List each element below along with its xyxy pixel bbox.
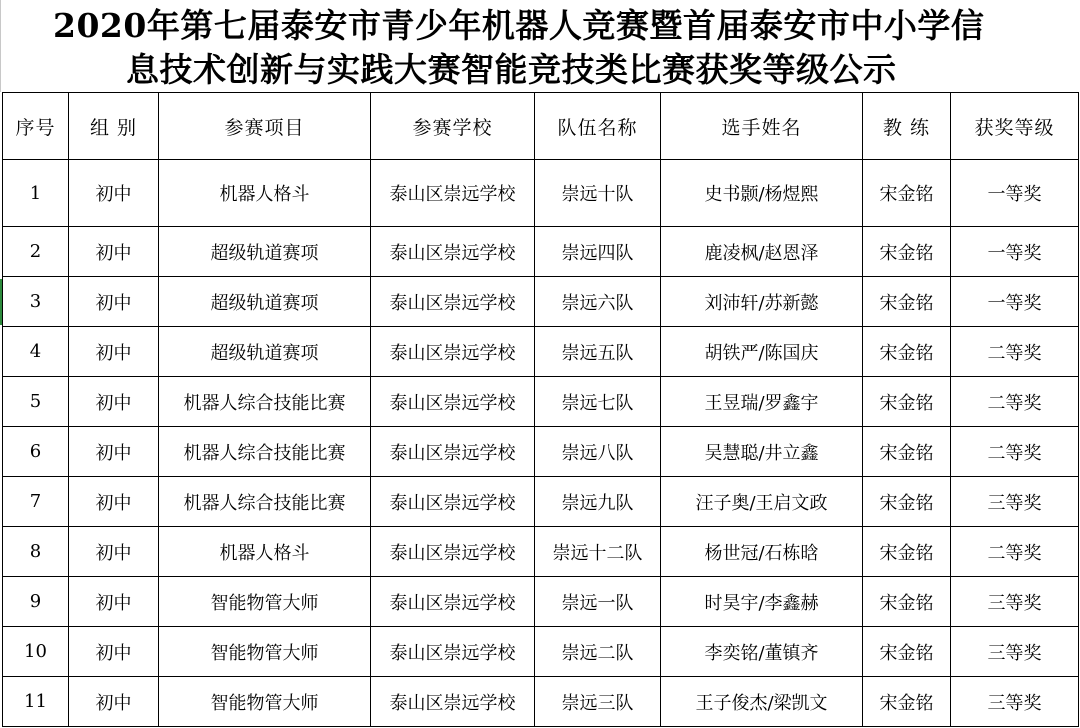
cell-group: 初中 bbox=[69, 627, 159, 677]
cell-players: 刘沛轩/苏新懿 bbox=[661, 277, 863, 327]
cell-team: 崇远九队 bbox=[535, 477, 661, 527]
header-players: 选手姓名 bbox=[661, 93, 863, 160]
cell-event: 智能物管大师 bbox=[159, 627, 371, 677]
cell-players: 汪子奥/王启文政 bbox=[661, 477, 863, 527]
cell-award: 三等奖 bbox=[951, 627, 1079, 677]
cell-event: 超级轨道赛项 bbox=[159, 277, 371, 327]
cell-school: 泰山区崇远学校 bbox=[371, 527, 535, 577]
table-row bbox=[3, 577, 1079, 627]
cell-team: 崇远二队 bbox=[535, 627, 661, 677]
cell-event: 超级轨道赛项 bbox=[159, 327, 371, 377]
cell-award: 一等奖 bbox=[951, 227, 1079, 277]
cell-group: 初中 bbox=[69, 377, 159, 427]
cell-coach: 宋金铭 bbox=[863, 527, 951, 577]
cell-index: 5 bbox=[3, 377, 69, 427]
cell-coach: 宋金铭 bbox=[863, 377, 951, 427]
cell-school: 泰山区崇远学校 bbox=[371, 327, 535, 377]
cell-coach: 宋金铭 bbox=[863, 327, 951, 377]
header-event: 参赛项目 bbox=[159, 93, 371, 160]
cell-players: 鹿凌枫/赵恩泽 bbox=[661, 227, 863, 277]
cell-index: 3 bbox=[3, 277, 69, 327]
title-line-2: 息技术创新与实践大赛智能竞技类比赛获奖等级公示 bbox=[126, 50, 897, 89]
cell-group: 初中 bbox=[69, 327, 159, 377]
cell-award: 三等奖 bbox=[951, 677, 1079, 727]
cell-index: 10 bbox=[3, 627, 69, 677]
header-coach: 教 练 bbox=[863, 93, 951, 160]
cell-coach: 宋金铭 bbox=[863, 427, 951, 477]
cell-school: 泰山区崇远学校 bbox=[371, 477, 535, 527]
cell-group: 初中 bbox=[69, 427, 159, 477]
cell-coach: 宋金铭 bbox=[863, 627, 951, 677]
cell-award: 一等奖 bbox=[951, 160, 1079, 227]
cell-event: 机器人格斗 bbox=[159, 160, 371, 227]
cell-team: 崇远三队 bbox=[535, 677, 661, 727]
awards-table bbox=[2, 92, 1079, 727]
header-row bbox=[3, 93, 1079, 160]
header-award: 获奖等级 bbox=[951, 93, 1079, 160]
cell-event: 超级轨道赛项 bbox=[159, 227, 371, 277]
table-row bbox=[3, 477, 1079, 527]
title-line-1: 2020年第七届泰安市青少年机器人竞赛暨首届泰安市中小学信 bbox=[53, 6, 985, 45]
cell-school: 泰山区崇远学校 bbox=[371, 577, 535, 627]
table-row bbox=[3, 327, 1079, 377]
cell-group: 初中 bbox=[69, 160, 159, 227]
cell-players: 史书颢/杨煜熙 bbox=[661, 160, 863, 227]
cell-team: 崇远十队 bbox=[535, 160, 661, 227]
header-school: 参赛学校 bbox=[371, 93, 535, 160]
cell-players: 杨世冠/石栋晗 bbox=[661, 527, 863, 577]
cell-players: 时昊宇/李鑫赫 bbox=[661, 577, 863, 627]
cell-award: 二等奖 bbox=[951, 427, 1079, 477]
cell-coach: 宋金铭 bbox=[863, 227, 951, 277]
cell-group: 初中 bbox=[69, 527, 159, 577]
cell-school: 泰山区崇远学校 bbox=[371, 427, 535, 477]
table-row bbox=[3, 160, 1079, 227]
cell-players: 李奕铭/董镇齐 bbox=[661, 627, 863, 677]
cell-event: 机器人综合技能比赛 bbox=[159, 477, 371, 527]
cell-group: 初中 bbox=[69, 227, 159, 277]
cell-players: 王昱瑞/罗鑫宇 bbox=[661, 377, 863, 427]
cell-school: 泰山区崇远学校 bbox=[371, 227, 535, 277]
table-row bbox=[3, 527, 1079, 577]
table-row bbox=[3, 427, 1079, 477]
table-row bbox=[3, 377, 1079, 427]
cell-team: 崇远五队 bbox=[535, 327, 661, 377]
table-row bbox=[3, 677, 1079, 727]
cell-award: 三等奖 bbox=[951, 477, 1079, 527]
cell-selection-marker bbox=[0, 279, 2, 325]
cell-team: 崇远一队 bbox=[535, 577, 661, 627]
cell-coach: 宋金铭 bbox=[863, 277, 951, 327]
cell-team: 崇远十二队 bbox=[535, 527, 661, 577]
cell-event: 机器人综合技能比赛 bbox=[159, 377, 371, 427]
cell-players: 王子俊杰/梁凯文 bbox=[661, 677, 863, 727]
cell-index: 6 bbox=[3, 427, 69, 477]
header-team: 队伍名称 bbox=[535, 93, 661, 160]
table-row bbox=[3, 627, 1079, 677]
cell-school: 泰山区崇远学校 bbox=[371, 677, 535, 727]
cell-index: 7 bbox=[3, 477, 69, 527]
cell-award: 一等奖 bbox=[951, 277, 1079, 327]
cell-group: 初中 bbox=[69, 277, 159, 327]
header-group: 组 别 bbox=[69, 93, 159, 160]
cell-index: 8 bbox=[3, 527, 69, 577]
cell-group: 初中 bbox=[69, 677, 159, 727]
cell-school: 泰山区崇远学校 bbox=[371, 277, 535, 327]
cell-coach: 宋金铭 bbox=[863, 577, 951, 627]
cell-team: 崇远七队 bbox=[535, 377, 661, 427]
cell-coach: 宋金铭 bbox=[863, 477, 951, 527]
header-index: 序号 bbox=[3, 93, 69, 160]
cell-event: 机器人综合技能比赛 bbox=[159, 427, 371, 477]
cell-team: 崇远八队 bbox=[535, 427, 661, 477]
cell-event: 智能物管大师 bbox=[159, 577, 371, 627]
cell-index: 1 bbox=[3, 160, 69, 227]
cell-group: 初中 bbox=[69, 577, 159, 627]
cell-coach: 宋金铭 bbox=[863, 677, 951, 727]
cell-players: 吴慧聪/井立鑫 bbox=[661, 427, 863, 477]
cell-index: 11 bbox=[3, 677, 69, 727]
cell-coach: 宋金铭 bbox=[863, 160, 951, 227]
cell-award: 三等奖 bbox=[951, 577, 1079, 627]
cell-school: 泰山区崇远学校 bbox=[371, 627, 535, 677]
cell-award: 二等奖 bbox=[951, 377, 1079, 427]
cell-group: 初中 bbox=[69, 477, 159, 527]
table-row bbox=[3, 277, 1079, 327]
cell-team: 崇远六队 bbox=[535, 277, 661, 327]
cell-team: 崇远四队 bbox=[535, 227, 661, 277]
cell-award: 二等奖 bbox=[951, 527, 1079, 577]
cell-index: 4 bbox=[3, 327, 69, 377]
cell-school: 泰山区崇远学校 bbox=[371, 377, 535, 427]
cell-index: 2 bbox=[3, 227, 69, 277]
cell-index: 9 bbox=[3, 577, 69, 627]
document-title bbox=[0, 0, 1080, 92]
cell-event: 机器人格斗 bbox=[159, 527, 371, 577]
cell-players: 胡铁严/陈国庆 bbox=[661, 327, 863, 377]
cell-school: 泰山区崇远学校 bbox=[371, 160, 535, 227]
cell-award: 二等奖 bbox=[951, 327, 1079, 377]
cell-event: 智能物管大师 bbox=[159, 677, 371, 727]
table-row bbox=[3, 227, 1079, 277]
